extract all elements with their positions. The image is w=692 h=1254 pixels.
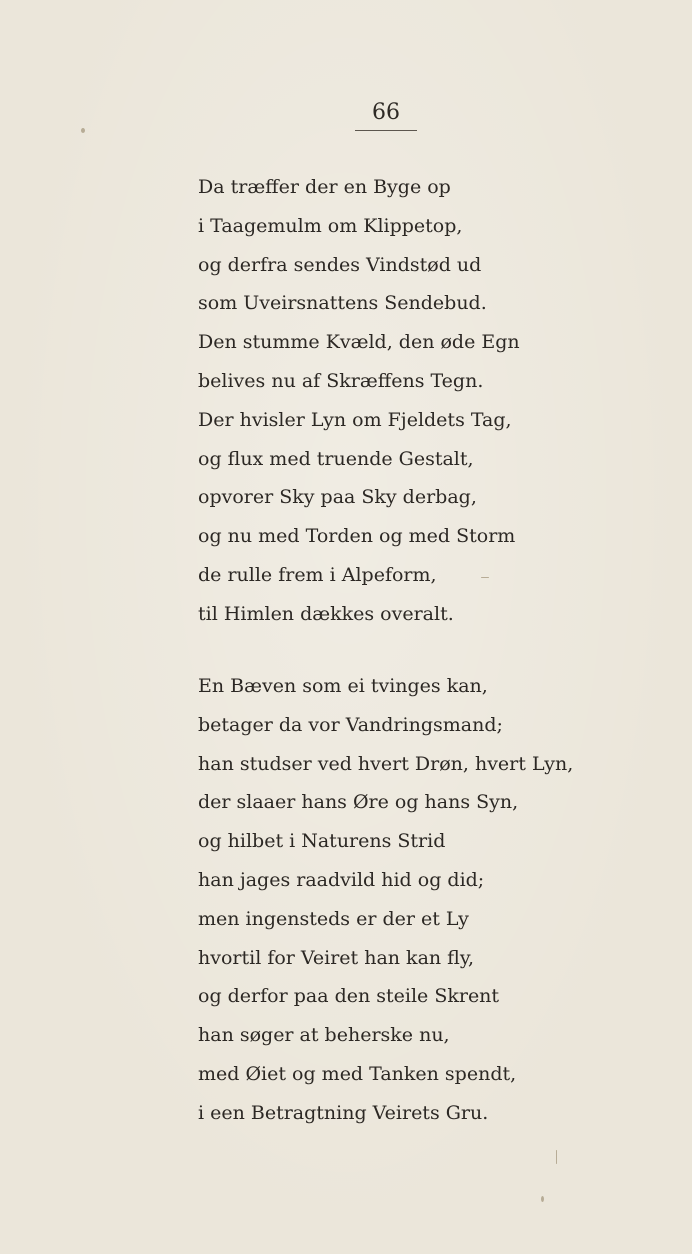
- verse-line: belives nu af Skræffens Tegn.: [198, 369, 484, 392]
- verse-line: med Øiet og med Tanken spendt,: [198, 1062, 517, 1085]
- verse-line: han jages raadvild hid og did;: [198, 868, 485, 891]
- verse-line: En Bæven som ei tvinges kan,: [198, 675, 488, 697]
- verse-line: hvortil for Veiret han kan fly,: [198, 946, 475, 969]
- verse-line: Den stumme Kvæld, den øde Egn: [198, 331, 520, 354]
- verse-line: Da træffer der en Byge op: [198, 176, 451, 198]
- page-number: 66: [372, 100, 400, 125]
- verse-line: han søger at beherske nu,: [198, 1024, 450, 1047]
- verse-line: i een Betragtning Veirets Gru.: [198, 1101, 489, 1124]
- verse-line: som Uveirsnattens Sendebud.: [198, 292, 487, 315]
- verse-line: der slaaer hans Øre og hans Syn,: [198, 791, 519, 814]
- verse-line: Der hvisler Lyn om Fjeldets Tag,: [198, 408, 512, 431]
- paper-speck: [541, 1196, 544, 1202]
- verse-line: i Taagemulm om Klippetop,: [198, 214, 463, 237]
- page-number-rule: [355, 130, 417, 131]
- verse-line: han studser ved hvert Drøn, hvert Lyn,: [198, 752, 574, 775]
- paper-speck: [481, 577, 489, 578]
- verse-line: og derfra sendes Vindstød ud: [198, 253, 482, 276]
- verse-line: og derfor paa den steile Skrent: [198, 985, 500, 1008]
- verse-line: og flux med truende Gestalt,: [198, 447, 474, 470]
- stanza-2: [198, 667, 573, 1133]
- verse-line: og nu med Torden og med Storm: [198, 525, 516, 548]
- verse-line: opvorer Sky paa Sky derbag,: [198, 486, 477, 509]
- verse-line: betager da vor Vandringsmand;: [198, 713, 503, 736]
- verse-line: til Himlen dækkes overalt.: [198, 602, 454, 625]
- paper-speck: [81, 128, 85, 133]
- verse-line: og hilbet i Naturens Strid: [198, 830, 446, 853]
- verse-line: de rulle frem i Alpeform,: [198, 563, 437, 586]
- verse-line: men ingensteds er der et Ly: [198, 907, 469, 930]
- stanza-1: [198, 168, 520, 634]
- paper-speck: [556, 1150, 557, 1164]
